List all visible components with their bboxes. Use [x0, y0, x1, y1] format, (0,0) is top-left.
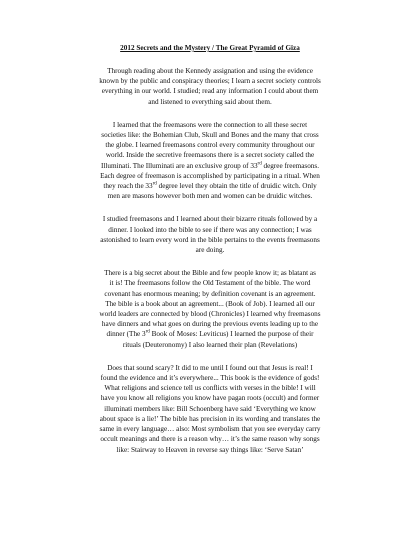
paragraph-line: Does that sound scary? It did to me until I found out that Jesus is real! I	[107, 363, 313, 372]
paragraph-line: have dinners and what goes on during the previous events leading up to the	[101, 320, 319, 329]
paragraph-line: everything in our world. I studied; read any information I could about them	[101, 87, 319, 96]
paragraph-line: societies like: the Bohemian Club, Skull and Bones and the many that cross	[101, 131, 319, 140]
paragraph-line: occult meanings and there is a reason why… it’s the same reason why songs	[100, 435, 320, 444]
paragraph-line: Through reading about the Kennedy assignation and using the evidence	[107, 67, 313, 75]
paragraph-line: rituals (Deuteronomy) I also learned their plan (Revelations)	[122, 340, 298, 349]
paragraph-line: have you know all religions you know have pagan roots (occult) and former	[100, 394, 320, 403]
paragraph	[30, 363, 390, 455]
paragraph	[30, 214, 390, 255]
paragraph-line: astonished to learn every word in the bible pertains to the events freemasons	[100, 235, 320, 244]
paragraph	[30, 66, 390, 107]
paragraph-line: illuminati members like: Bill Schoenberg have said ‘Everything we know	[104, 404, 316, 413]
paragraph-line: world. Inside the secretive freemasons there is a secret society called the	[105, 151, 315, 160]
paragraph-line: are doing.	[195, 246, 225, 255]
paragraph-line: the globe. I learned freemasons control every community throughout our	[105, 141, 315, 150]
paragraph-line: I learned that the freemasons were the connection to all these secret	[112, 120, 308, 129]
paragraph-line: like: Stairway to Heaven in reverse say things like: ‘Serve Satan’	[116, 445, 304, 454]
paragraph-line: Illuminati. The Illuminati are an exclusive group of 33rd degree freemasons.	[100, 161, 319, 170]
paragraph-line: The bible is a book about an agreement... (Book of Job). I learned all our	[105, 299, 315, 308]
paragraph-line: it is! The freemasons follow the Old Testament of the bible. The word	[109, 279, 311, 288]
paragraph-line: about space is a lie!’ The bible has precision in its wording and translates the	[99, 414, 321, 423]
paragraph-line: they reach the 33rd degree level they obtain the title of druidic witch. Only	[103, 181, 317, 191]
paragraph-line: I studied freemasons and I learned about their bizarre rituals followed by a	[102, 215, 318, 224]
paragraph-line: men are masons however both men and women can be druidic witches.	[107, 192, 313, 201]
paragraph	[30, 268, 390, 350]
paragraph-line: There is a big secret about the Bible and few people know it; as blatant as	[104, 269, 316, 278]
paragraph-line: known by the public and conspiracy theories; I learn a secret society controls	[99, 77, 321, 86]
paragraph-line: dinner (The 3rd Book of Moses: Leviticus) I learned the purpose of their	[106, 330, 314, 339]
document-body	[30, 66, 390, 455]
paragraph	[30, 120, 390, 202]
paragraph-line: Each degree of freemason is accomplished by participating in a ritual. When	[100, 171, 320, 180]
paragraph-line: same in every language… also: Most symbolism that you see everyday carry	[99, 425, 321, 434]
paragraph-line: dinner. I looked into the bible to see if there was any connection; I was	[108, 225, 312, 234]
paragraph-line: found the evidence and it’s everywhere... This book is the evidence of gods!	[100, 374, 320, 383]
paragraph-line: and listened to everything said about them.	[148, 97, 272, 106]
paragraph-line: What religions and science tell us conflicts with verses in the bible! I will	[104, 384, 316, 393]
paragraph-line: world leaders are connected by blood (Chronicles) I learned why freemasons	[99, 310, 321, 319]
document-title: 2012 Secrets and the Mystery / The Great Pyramid of Giza	[120, 44, 300, 52]
paragraph-line: covenant has enormous meaning; by definition covenant is an agreement.	[104, 289, 316, 298]
